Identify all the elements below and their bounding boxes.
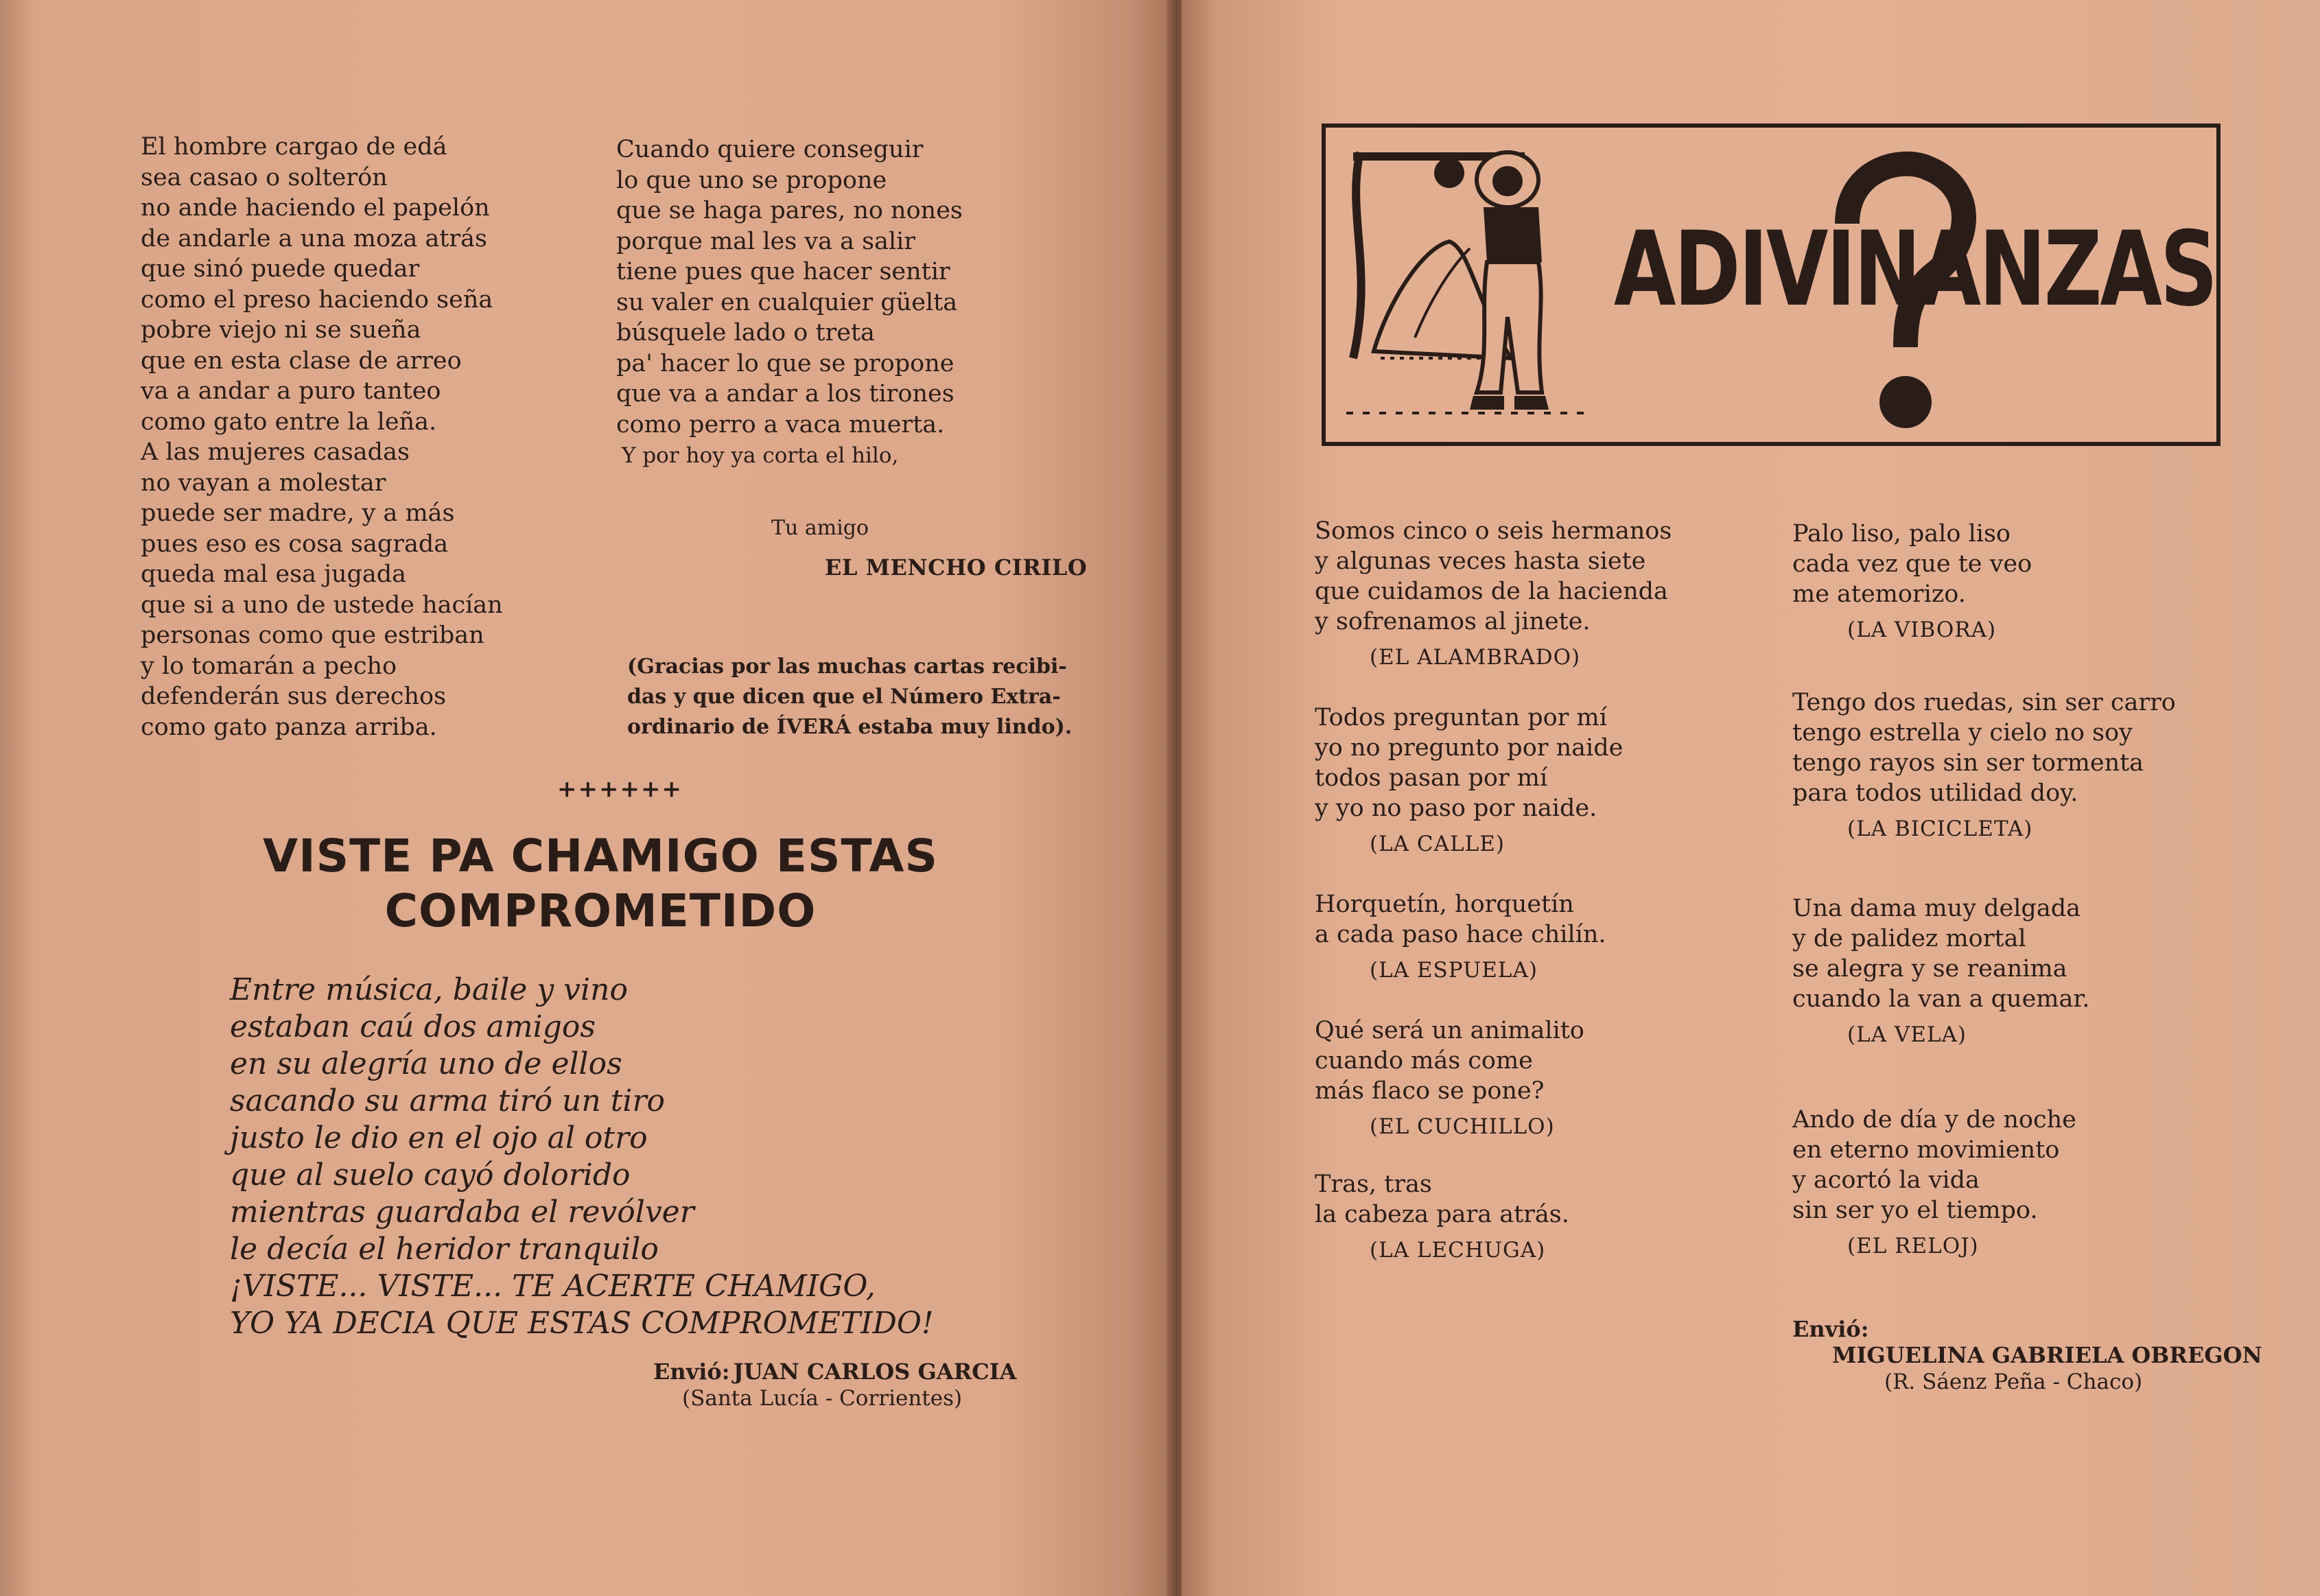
poem-line: queda mal esa jugada <box>141 561 407 588</box>
riddle <box>1315 1169 1672 1265</box>
story-line: en su alegría uno de ellos <box>230 1046 622 1081</box>
riddle <box>1315 516 1672 672</box>
riddle-line: Todos preguntan por mí <box>1315 704 1607 731</box>
riddle-line: y sofrenamos al jinete. <box>1315 608 1591 635</box>
riddle-line: a cada paso hace chilín. <box>1315 921 1606 948</box>
riddle-answer: (LA ESPUELA) <box>1370 958 1538 983</box>
riddle <box>1315 889 1672 985</box>
poem-line: va a andar a puro tanteo <box>141 377 441 405</box>
thanks-line: das y que dicen que el Número Extra- <box>627 685 1061 709</box>
poem-line: que en esta clase de arreo <box>141 347 462 375</box>
poem-line: pues eso es cosa sagrada <box>141 530 449 558</box>
poem-line: que sinó puede quedar <box>141 255 420 283</box>
riddle <box>1792 1105 2176 1261</box>
riddles-column-1 <box>1315 516 1672 1265</box>
riddle-answer: (LA LECHUGA) <box>1370 1238 1546 1263</box>
riddle-line: yo no pregunto por naide <box>1315 734 1624 762</box>
riddle <box>1315 1016 1672 1142</box>
riddle-line: se alegra y se reanima <box>1792 955 2067 983</box>
riddle-line: cada vez que te veo <box>1792 550 2032 578</box>
riddle-line: más flaco se pone? <box>1315 1077 1545 1105</box>
riddle <box>1792 688 2176 844</box>
poem-line: búsquele lado o treta <box>616 319 875 347</box>
poem-line: pa' hacer lo que se propone <box>616 349 954 377</box>
poem-line: como gato entre la leña. <box>141 408 437 436</box>
riddle-line: la cabeza para atrás. <box>1315 1201 1569 1228</box>
left-sender-location: (Santa Lucía - Corrientes) <box>682 1386 963 1411</box>
right-sender-location: (R. Sáenz Peña - Chaco) <box>1884 1370 2143 1394</box>
story-line: le decía el heridor tranquilo <box>230 1232 659 1267</box>
riddle-line: todos pasan por mí <box>1315 764 1548 792</box>
story-line: Entre música, baile y vino <box>230 972 628 1007</box>
poem-line: de andarle a una moza atrás <box>141 224 487 253</box>
poem-line: que se haga pares, no nones <box>616 197 963 224</box>
riddle-answer: (EL RELOJ) <box>1847 1234 1979 1258</box>
riddle-line: sin ser yo el tiempo. <box>1792 1197 2038 1224</box>
story-line: que al suelo cayó dolorido <box>230 1158 631 1193</box>
poem-line: tiene pues que hacer sentir <box>616 258 950 285</box>
riddle-line: y algunas veces hasta siete <box>1315 548 1646 575</box>
poem-line: personas como que estriban <box>141 622 484 649</box>
riddle-line: Horquetín, horquetín <box>1315 891 1574 918</box>
signature-label: Tu amigo <box>771 516 869 540</box>
riddle-line: Palo liso, palo liso <box>1792 520 2011 548</box>
right-sender-label: Envió: <box>1792 1316 1869 1342</box>
riddle-answer: (LA VIBORA) <box>1847 618 1997 642</box>
riddle-line: cuando más come <box>1315 1047 1533 1075</box>
poem-line: que si a uno de ustede hacían <box>141 591 503 619</box>
adivinanzas-banner <box>1322 124 2221 446</box>
poem-line: su valer en cualquier güelta <box>616 288 958 316</box>
signature-name: EL MENCHO CIRILO <box>825 554 1088 580</box>
poem-line: no vayan a molestar <box>141 469 386 497</box>
closing-line: Y por hoy ya corta el hilo, <box>622 443 899 468</box>
poem-column-1 <box>141 132 503 742</box>
story-line: estaban caú dos amigos <box>230 1009 596 1044</box>
thanks-line: ordinario de ÍVERÁ estaba muy lindo). <box>627 715 1073 739</box>
poem-line: no ande haciendo el papelón <box>141 194 490 222</box>
thanks-note <box>627 652 1072 742</box>
riddle-line: Somos cinco o seis hermanos <box>1315 517 1672 545</box>
poem-line: El hombre cargao de edá <box>141 133 447 161</box>
riddle <box>1315 703 1672 859</box>
riddle-line: para todos utilidad doy. <box>1792 779 2078 807</box>
story-title-line-1: VISTE PA CHAMIGO ESTAS <box>263 830 938 882</box>
left-sender <box>653 1359 1016 1385</box>
riddle-line: cuando la van a quemar. <box>1792 985 2090 1013</box>
story-line: YO YA DECIA QUE ESTAS COMPROMETIDO! <box>230 1306 934 1341</box>
riddle <box>1792 519 2176 645</box>
poem-line: como el preso haciendo seña <box>141 285 493 314</box>
riddle-line: y acortó la vida <box>1792 1166 1980 1194</box>
riddle <box>1792 893 2176 1050</box>
riddles-column-2 <box>1792 519 2176 1261</box>
poem-line: como gato panza arriba. <box>141 713 437 741</box>
story-line: ¡VISTE... VISTE... TE ACERTE CHAMIGO, <box>230 1269 876 1304</box>
riddle-answer: (EL CUCHILLO) <box>1370 1114 1555 1139</box>
story-text <box>230 972 934 1342</box>
riddle-line: Qué será un animalito <box>1315 1017 1584 1044</box>
riddle-line: Tras, tras <box>1315 1171 1432 1198</box>
riddle-line: tengo rayos sin ser tormenta <box>1792 749 2144 777</box>
poem-line: que va a andar a los tirones <box>616 380 954 408</box>
riddle-line: tengo estrella y cielo no soy <box>1792 719 2133 747</box>
poem-line: A las mujeres casadas <box>141 438 410 466</box>
riddle-line: en eterno movimiento <box>1792 1136 2060 1164</box>
poem-line: pobre viejo ni se sueña <box>141 316 421 344</box>
poem-line: porque mal les va a salir <box>616 227 916 255</box>
story-line: sacando su arma tiró un tiro <box>230 1083 665 1118</box>
riddle-line: y yo no paso por naide. <box>1315 795 1597 822</box>
story-line: justo le dio en el ojo al otro <box>230 1120 648 1155</box>
riddle-line: Una dama muy delgada <box>1792 895 2081 922</box>
poem-line: puede ser madre, y a más <box>141 500 455 527</box>
story-title <box>206 829 995 939</box>
right-sender-name: MIGUELINA GABRIELA OBREGON <box>1832 1342 2262 1368</box>
riddle-line: que cuidamos de la hacienda <box>1315 578 1668 605</box>
riddle-line: Tengo dos ruedas, sin ser carro <box>1792 689 2176 716</box>
riddle-line: y de palidez mortal <box>1792 925 2026 952</box>
story-line: mientras guardaba el revólver <box>230 1195 694 1230</box>
poem-line: y lo tomarán a pecho <box>141 652 397 680</box>
riddle-answer: (LA CALLE) <box>1370 832 1505 856</box>
poem-column-2 <box>616 134 963 440</box>
thanks-line: (Gracias por las muchas cartas recibi- <box>627 655 1067 679</box>
section-divider: ++++++ <box>557 775 683 803</box>
poem-line: sea casao o solterón <box>141 163 388 191</box>
riddle-line: Ando de día y de noche <box>1792 1106 2076 1134</box>
riddle-answer: (EL ALAMBRADO) <box>1370 645 1581 670</box>
story-title-line-2: COMPROMETIDO <box>384 884 817 937</box>
riddle-line: me atemorizo. <box>1792 580 1966 608</box>
poem-line: como perro a vaca muerta. <box>616 410 945 438</box>
left-sender-name: JUAN CARLOS GARCIA <box>733 1359 1017 1385</box>
riddle-answer: (LA VELA) <box>1847 1022 1967 1047</box>
left-sender-label: Envió: <box>653 1359 730 1385</box>
couple-illustration <box>1333 132 1607 444</box>
riddle-answer: (LA BICICLETA) <box>1847 817 2033 841</box>
poem-line: defenderán sus derechos <box>141 683 447 710</box>
poem-line: Cuando quiere conseguir <box>616 136 924 163</box>
poem-line: lo que uno se propone <box>616 166 887 194</box>
adivinanzas-title: ADIVINANZAS <box>1614 210 2216 329</box>
